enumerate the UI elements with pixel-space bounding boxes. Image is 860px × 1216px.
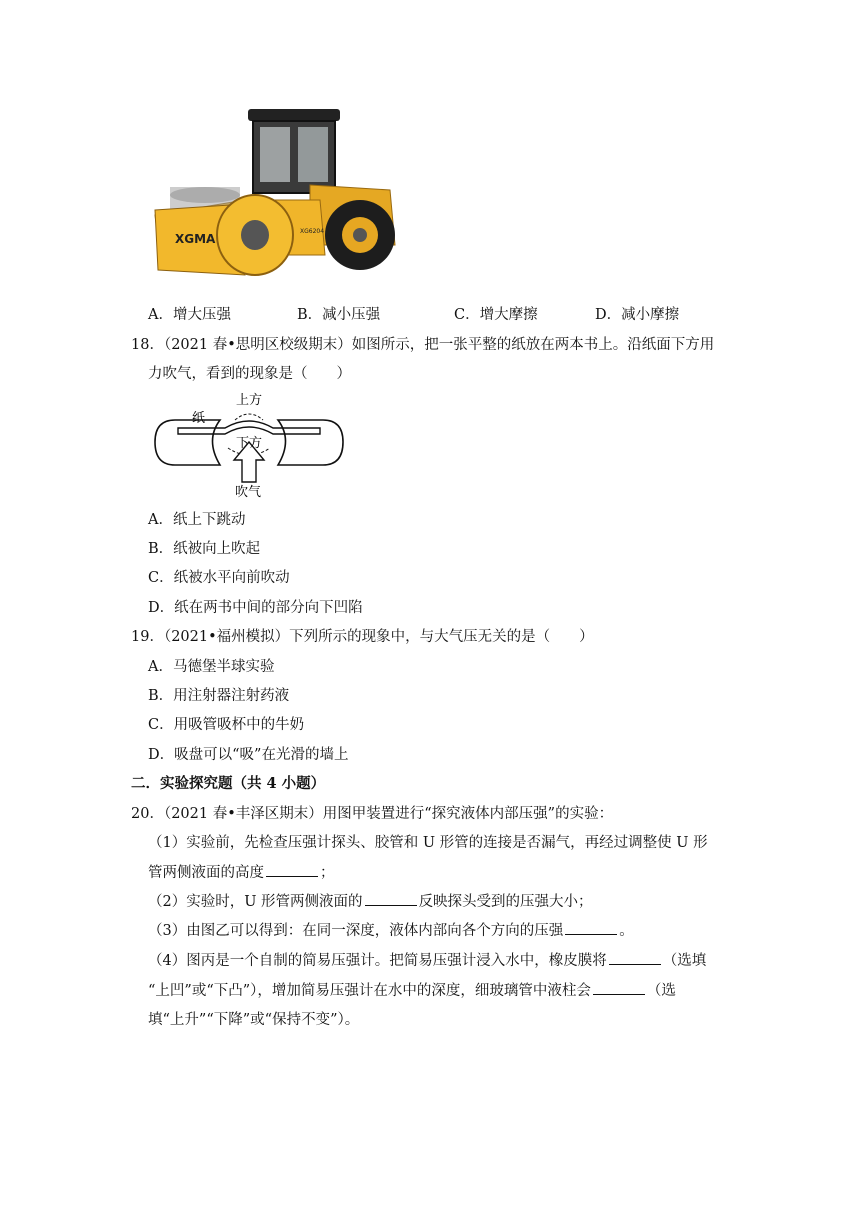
q20-part4-text-d: （选 bbox=[646, 983, 676, 999]
brand-label: XGMA bbox=[175, 232, 216, 246]
q20-part3-text-a: （3）由图乙可以得到：在同一深度，液体内部向各个方向的压强 bbox=[148, 923, 564, 939]
q17-option-c: C．增大摩擦 bbox=[454, 307, 538, 323]
q20-part1-end: ； bbox=[320, 865, 335, 881]
q18-option-c: C．纸被水平向前吹动 bbox=[148, 570, 290, 586]
q20-part2-text-a: （2）实验时，U 形管两侧液面的 bbox=[148, 894, 363, 910]
answer-blank-5[interactable] bbox=[593, 980, 645, 995]
q20-part4-line2 bbox=[148, 979, 676, 1000]
q20-part2-text-b: 反映探头受到的压强大小； bbox=[418, 894, 593, 910]
q19-stem: 19．（2021•福州模拟）下列所示的现象中，与大气压无关的是（ ） bbox=[131, 629, 594, 645]
q20-stem: 20．（2021 春•丰泽区期末）用图甲装置进行“探究液体内部压强”的实验： bbox=[131, 806, 614, 822]
q20-part2 bbox=[148, 890, 593, 911]
q17-option-a: A．增大压强 bbox=[148, 307, 231, 323]
q20-part3 bbox=[148, 919, 634, 940]
q18-option-b: B．纸被向上吹起 bbox=[148, 541, 261, 557]
q19-option-b: B．用注射器注射药液 bbox=[148, 688, 290, 704]
q18-stem-line1: 18．（2021 春•思明区校级期末）如图所示，把一张平整的纸放在两本书上。沿纸面下方用 bbox=[131, 337, 715, 353]
road-roller-illustration bbox=[150, 105, 410, 285]
q20-part4-line1 bbox=[148, 949, 706, 970]
answer-blank-1[interactable] bbox=[266, 862, 318, 877]
paper-label: 纸 bbox=[192, 411, 206, 426]
answer-blank-3[interactable] bbox=[565, 920, 617, 935]
above-label: 上方 bbox=[236, 393, 263, 408]
q19-option-c: C．用吸管吸杯中的牛奶 bbox=[148, 717, 305, 733]
road-roller-figure bbox=[150, 105, 410, 285]
model-label: XG6204 bbox=[300, 228, 325, 235]
q20-part4-text-a: （4）图丙是一个自制的简易压强计。把简易压强计浸入水中，橡皮膜将 bbox=[148, 953, 607, 969]
q18-option-a: A．纸上下跳动 bbox=[148, 512, 246, 528]
below-label: 下方 bbox=[236, 436, 263, 451]
q18-stem-line2: 力吹气，看到的现象是（ ） bbox=[148, 366, 351, 382]
q20-part1-line2 bbox=[148, 861, 335, 882]
q17-option-b: B．减小压强 bbox=[297, 307, 381, 323]
q17-option-d: D．减小摩擦 bbox=[595, 307, 680, 323]
q18-option-d: D．纸在两书中间的部分向下凹陷 bbox=[148, 600, 363, 616]
answer-blank-4[interactable] bbox=[609, 950, 661, 965]
q20-part3-text-b: 。 bbox=[619, 923, 634, 939]
q19-option-d: D．吸盘可以“吸”在光滑的墙上 bbox=[148, 747, 349, 763]
q19-option-a: A．马德堡半球实验 bbox=[148, 659, 275, 675]
q20-part4-text-b: （选填 bbox=[662, 953, 707, 969]
paper-books-figure bbox=[150, 390, 350, 500]
section-title: 二．实验探究题（共 4 小题） bbox=[131, 775, 326, 792]
q20-part1-line1: （1）实验前，先检查压强计探头、胶管和 U 形管的连接是否漏气，再经过调整使 U 形 bbox=[148, 835, 708, 851]
q20-part1-text: 管两侧液面的高度 bbox=[148, 865, 264, 881]
q20-part4-text-c: “上凹”或“下凸”），增加简易压强计在水中的深度，细玻璃管中液柱会 bbox=[148, 983, 591, 999]
answer-blank-2[interactable] bbox=[365, 891, 417, 906]
blow-label: 吹气 bbox=[235, 485, 262, 500]
q20-part4-line3: 填“上升”“下降”或“保持不变”）。 bbox=[148, 1012, 360, 1028]
